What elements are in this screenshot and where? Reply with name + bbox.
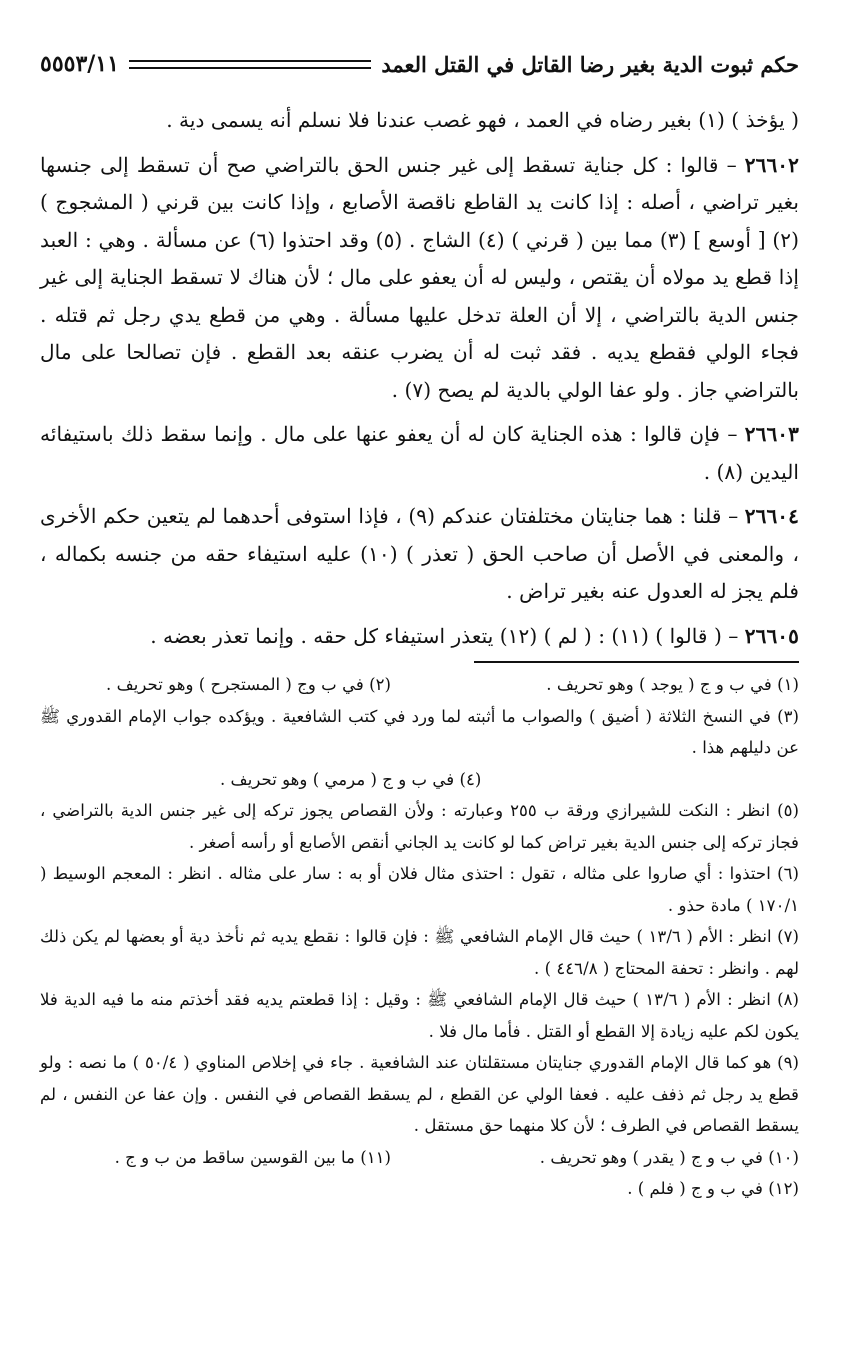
page-header — [40, 44, 799, 84]
footnote-5: (٥) انظر : النكت للشيرازي ورقة ب ٢٥٥ وعبارته : ولأن القصاص يجوز تركه إلى غير جنس الدية بالتراضي ، فجاز تركه إلى جنس الدية بغير تراض كما لو كانت يد الجاني أنقص الأصابع أو رأسه أصغر . — [40, 801, 799, 852]
footnote-3: (٣) في النسخ الثلاثة ( أضيق ) والصواب ما أثبته لما ورد في كتب الشافعية . ويؤكده جواب الإمام القدوري ﷺ عن دليلهم هذا . — [40, 706, 799, 757]
paragraph-text: – فإن قالوا : هذه الجناية كان له أن يعفو عنها على مال . وإنما سقط ذلك باستيفائه اليدين (٨) . — [40, 422, 799, 484]
paragraph-number: ٢٦٦٠٣ — [744, 422, 799, 446]
paragraph-26605 — [40, 618, 799, 656]
footnote-7: (٧) انظر : الأم ( ١٣/٦ ) حيث قال الإمام الشافعي ﷺ : فإن قالوا : نقطع يديه ثم نأخذ دية أو بعضها لم يكن ذلك لهم . وانظر : تحفة المحتاج ( ٤٤٦/٨ ) . — [40, 927, 800, 978]
footnote-8: (٨) انظر : الأم ( ١٣/٦ ) حيث قال الإمام الشافعي ﷺ : وقيل : إذا قطعتم يديه فقد أخذتم منه ما فيه الدية فلا يكون لكم عليه زيادة إلا القطع أو القتل . فأما مال فلا . — [40, 990, 799, 1041]
footnote-row — [40, 764, 799, 796]
footnote-4: (٤) في ب و ج ( مرمي ) وهو تحريف . — [220, 769, 482, 789]
footnote-row — [40, 669, 799, 701]
page-reference: ٥٥٥٣/١١ — [40, 51, 119, 77]
paragraph-text: – ( قالوا ) (١١) : ( لم ) (١٢) يتعذر استيفاء كل حقه . وإنما تعذر بعضه . — [150, 623, 745, 648]
footnotes — [40, 669, 799, 1205]
footnote-separator — [474, 661, 799, 663]
footnote-10: (١٠) في ب و ج ( يقدر ) وهو تحريف . — [539, 1147, 799, 1167]
paragraph-text: ( يؤخذ ) (١) بغير رضاه في العمد ، فهو غصب عندنا فلا نسلم أنه يسمى دية . — [166, 108, 799, 132]
footnote-9: (٩) هو كما قال الإمام القدوري جنايتان مستقلتان عند الشافعية . جاء في إخلاص المناوي ( ٥٠/٤ ) ما نصه : ولو قطع يد رجل ثم ذفف عليه . فعفا الولي عن القطع ، لم يسقط القصاص في النفس . وإن عفا عن النفس ، لم يسقط القصاص في الطرف ؛ لأن كلا منهما حق مستقل . — [40, 1053, 799, 1135]
footnote-11: (١١) ما بين القوسين ساقط من ب و ج . — [114, 1147, 391, 1167]
paragraph-number: ٢٦٦٠٢ — [744, 152, 799, 177]
header-rule — [129, 60, 371, 69]
paragraph-continuation — [40, 102, 799, 140]
footnote-2: (٢) في ب وج ( المستجرح ) وهو تحريف . — [106, 675, 391, 694]
footnote-row — [40, 1142, 799, 1174]
paragraph-number: ٢٦٦٠٥ — [744, 623, 799, 648]
paragraph-26602 — [40, 147, 799, 410]
paragraph-26603 — [40, 416, 799, 491]
main-text — [40, 102, 799, 655]
paragraph-26604 — [40, 498, 799, 611]
paragraph-text: – قالوا : كل جناية تسقط إلى غير جنس الحق بالتراضي صح أن تسقط إلى جنسها بغير تراضي ، أصله : إذا كانت يد القاطع ناقصة الأصابع ، وإذا كانت بين قرني ( المشجوج ) (٢) [ أوسع ] (٣) مما بين ( قرني ) (٤) الشاج . (٥) وقد احتذوا (٦) عن مسألة . وهي : العبد إذا قطع يد مولاه أن يقتص ، وليس له أن يعفو على مال ؛ لأن هناك لا تسقط الجناية إلى غير جنس الدية بالتراضي ، إلا أن العلة تدخل عليها مسألة . وهي من قطع يدي رجل ثم قتله . فجاء الولي فقطع يديه . فقد ثبت له أن يضرب عنقه بعد القطع . فإن تصالحا على مال بالتراضي جاز . ولو عفا الولي بالدية لم يصح (٧) . — [40, 152, 799, 402]
footnote-6: (٦) احتذوا : أي صاروا على مثاله ، تقول : احتذى مثال فلان أو به : سار على مثاله . انظر : المعجم الوسيط ( ١٧٠/١ ) مادة حذو . — [40, 864, 799, 915]
paragraph-number: ٢٦٦٠٤ — [744, 504, 799, 528]
running-title: حكم ثبوت الدية بغير رضا القاتل في القتل العمد — [381, 51, 799, 77]
paragraph-text: – قلنا : هما جنايتان مختلفتان عندكم (٩) ، فإذا استوفى أحدهما لم يتعين حكم الأخرى ، والمعنى في الأصل أن صاحب الحق ( تعذر ) (١٠) عليه استيفاء حقه من جنسه بكماله ، فلم يجز له العدول عنه بغير تراض . — [40, 504, 799, 603]
footnote-1: (١) في ب و ج ( يوجد ) وهو تحريف . — [546, 675, 799, 694]
footnote-12: (١٢) في ب و ج ( فلم ) . — [627, 1179, 799, 1198]
